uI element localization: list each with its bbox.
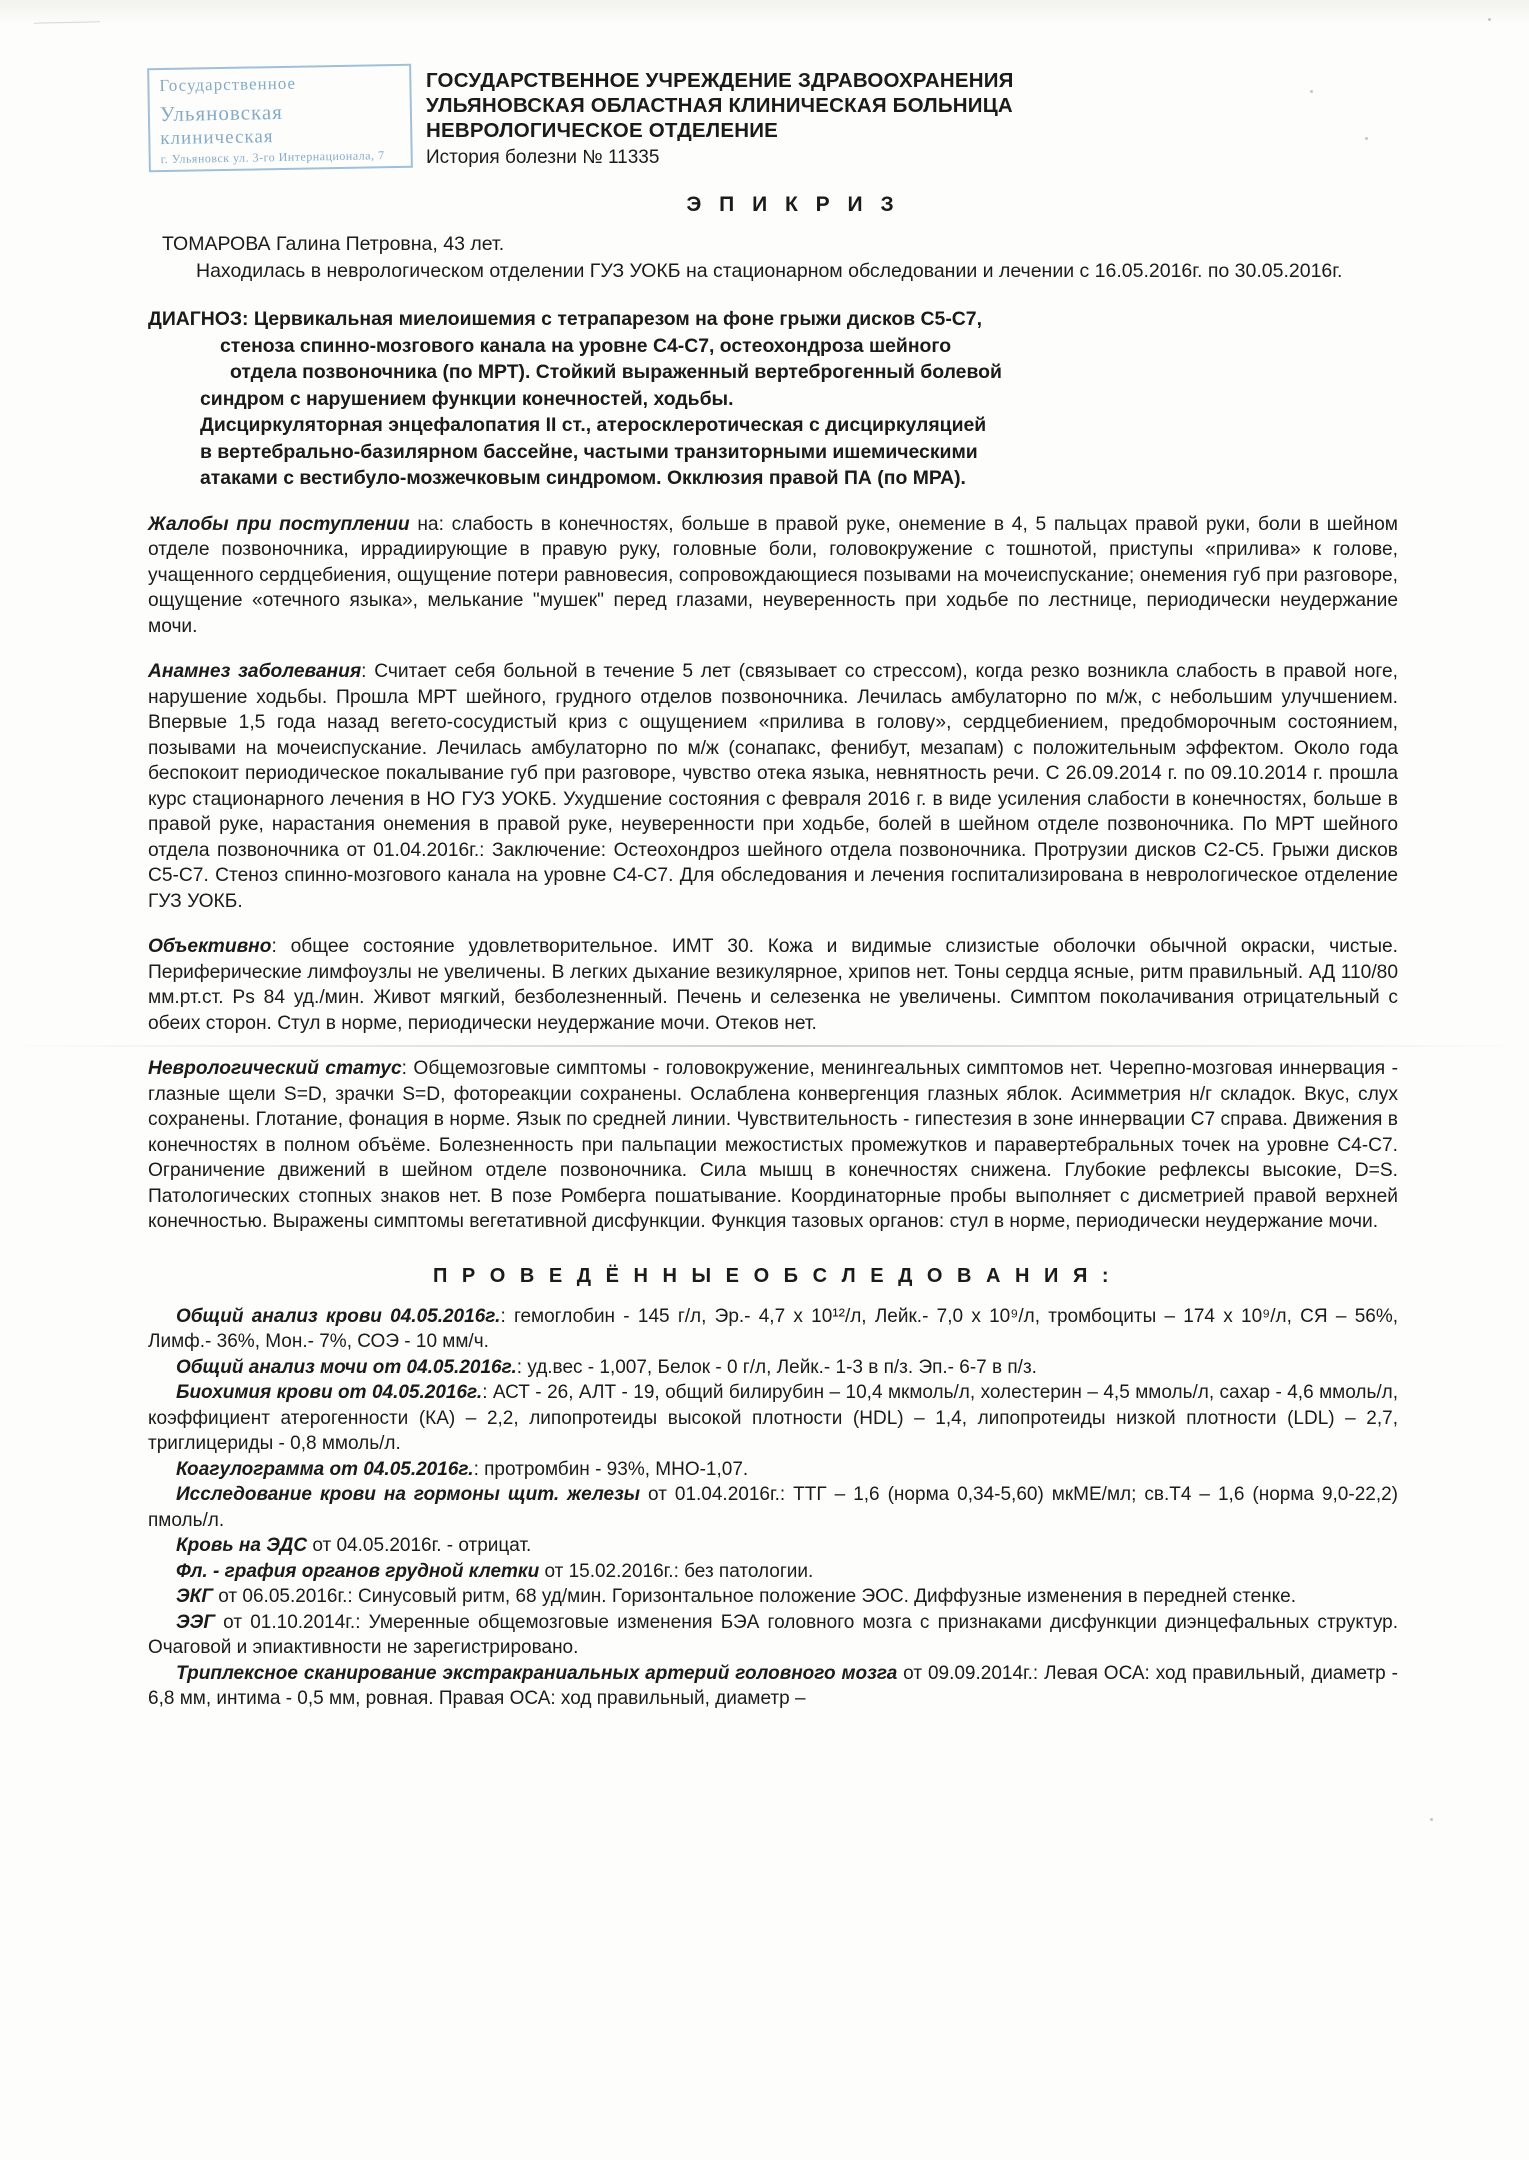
- exam-item: [148, 1482, 1398, 1533]
- exam-text: : протромбин - 93%, МНО-1,07.: [473, 1458, 749, 1480]
- case-number: История болезни № 11335: [426, 147, 660, 168]
- diagnosis-line-5: Дисциркуляторная энцефалопатия II ст., атеросклеротическая с дисциркуляцией: [200, 414, 987, 436]
- exam-title: ЭКГ: [176, 1586, 213, 1607]
- section-objective: [148, 934, 1398, 1036]
- exam-item: [148, 1457, 1398, 1483]
- diagnosis-line-7: атаками с вестибуло-мозжечковым синдромом. Окклюзия правой ПА (по МРА).: [200, 467, 966, 489]
- exam-text: от 06.05.2016г.: Синусовый ритм, 68 уд/мин. Горизонтальное положение ЭОС. Диффузные изменения в передней стенке.: [213, 1586, 1296, 1607]
- diagnosis-block: [148, 306, 1398, 492]
- institution-stamp: [147, 64, 413, 173]
- diagnosis-line-4: синдром с нарушением функции конечностей, ходьбы.: [200, 387, 734, 410]
- scan-corner-mark: [34, 21, 100, 33]
- scan-edge: [0, 0, 1529, 26]
- examinations-list: [148, 1304, 1398, 1712]
- exam-text: : АСТ - 26, АЛТ - 19, общий билирубин – 10,4 мкмоль/л, холестерин – 4,5 ммоль/л, сахар - 4,6 ммоль/л, коэффициент атерогенности (КА) – 2,2, липопротеиды высокой плотности (HDL) – 1,4, липопротеиды низкой плотности (LDL) – 2,7, триглицериды - 0,8 ммоль/л.: [148, 1382, 1398, 1454]
- exam-text: от 01.04.2016г.: ТТГ – 1,6 (норма 0,34-5,60) мкМЕ/мл; св.Т4 – 1,6 (норма 9,0-22,2) пмоль/л.: [148, 1484, 1399, 1531]
- exam-text: от 09.09.2014г.: Левая ОСА: ход правильный, диаметр - 6,8 мм, интима - 0,5 мм, ровная. Правая ОСА: ход правильный, диаметр –: [148, 1662, 1398, 1709]
- exam-title: Триплексное сканирование экстракраниальных артерий головного мозга: [176, 1662, 898, 1684]
- diagnosis-text-1: Цервикальная миелоишемия с тетрапарезом на фоне грыжи дисков С5-С7,: [253, 308, 982, 330]
- patient-stay: Находилась в неврологическом отделении ГУЗ УОКБ на стационарном обследовании и лечении с 16.05.2016г. по 30.05.2016г.: [196, 260, 1343, 282]
- diagnosis-line-2: стеноза спинно-мозгового канала на уровне С4-С7, остеохондроза шейного: [220, 334, 952, 357]
- exam-item: [148, 1559, 1398, 1585]
- exam-text: : уд.вес - 1,007, Белок - 0 г/л, Лейк.- 1-3 в п/з. Эп.- 6-7 в п/з.: [516, 1356, 1037, 1378]
- exam-title: Фл. - графия органов грудной клетки: [176, 1560, 540, 1582]
- document-title: Э П И К Р И З: [686, 193, 900, 216]
- section-title-objective: Объективно: [148, 936, 272, 957]
- section-title-neuro-status: Неврологический статус: [148, 1058, 402, 1079]
- section-title-anamnesis: Анамнез заболевания: [148, 661, 362, 682]
- exam-item: [148, 1584, 1398, 1610]
- exam-item: [148, 1661, 1398, 1712]
- section-text-objective: : общее состояние удовлетворительное. ИМТ 30. Кожа и видимые слизистые оболочки обычной окраски, чистые. Периферические лимфоузлы не увеличены. В легких дыхание везикулярное, хрипов нет. Тоны сердца ясные, ритм правильный. АД 110/80 мм.рт.ст. Ps 84 уд./мин. Живот мягкий, безболезненный. Печень и селезенка не увеличены. Симптом поколачивания отрицательный с обеих сторон. Стул в норме, периодически неудержание мочи. Отеков нет.: [148, 936, 1398, 1034]
- exam-title: Кровь на ЭДС: [176, 1535, 308, 1556]
- document-body: [148, 52, 1398, 1712]
- exam-title: ЭЭГ: [176, 1611, 215, 1633]
- stamp-line-2: Ульяновская: [159, 99, 284, 127]
- exam-text: от 01.10.2014г.: Умеренные общемозговые изменения БЭА головного мозга с признаками дисфункции диэнцефальных структур. Очаговой и эпиактивности не зарегистрировано.: [148, 1611, 1398, 1658]
- patient-name-age: ТОМАРОВА Галина Петровна, 43 лет.: [162, 233, 505, 255]
- exam-title: Коагулограмма от 04.05.2016г.: [176, 1458, 474, 1480]
- exam-item: [148, 1533, 1398, 1559]
- section-complaints: [148, 512, 1398, 640]
- scan-speck: [1430, 1818, 1433, 1821]
- exam-item: [148, 1380, 1398, 1457]
- organization-line-3: НЕВРОЛОГИЧЕСКОЕ ОТДЕЛЕНИЕ: [426, 119, 779, 142]
- document-header: [148, 52, 1398, 171]
- organization-line-2: УЛЬЯНОВСКАЯ ОБЛАСТНАЯ КЛИНИЧЕСКАЯ БОЛЬНИЦА: [426, 94, 1013, 117]
- section-neuro-status: [148, 1056, 1398, 1235]
- diagnosis-label: ДИАГНОЗ:: [148, 308, 249, 330]
- section-title-complaints: Жалобы при поступлении: [148, 513, 410, 535]
- exam-text: : гемоглобин - 145 г/л, Эр.- 4,7 х 10¹²/л, Лейк.- 7,0 х 10⁹/л, тромбоциты – 174 х 10⁹/л, СЯ – 56%, Лимф.- 36%, Мон.- 7%, СОЭ - 10 мм/ч.: [148, 1305, 1398, 1352]
- exam-title: Биохимия крови от 04.05.2016г.: [176, 1382, 483, 1403]
- diagnosis-line-6: в вертебрально-базилярном бассейне, частыми транзиторными ишемическими: [200, 440, 978, 463]
- exam-title: Общий анализ мочи от 04.05.2016г.: [176, 1356, 517, 1378]
- diagnosis-line-1: [148, 306, 1398, 333]
- exam-text: от 04.05.2016г. - отрицат.: [307, 1535, 532, 1556]
- section-text-neuro-status: : Общемозговые симптомы - головокружение, менингеальных симптомов нет. Черепно-мозговая иннервация - глазные щели S=D, зрачки S=D, фотореакции сохранены. Ослаблена конвергенция глазных яблок. Асимметрия н/г складок. Вкус, слух сохранены. Глотание, фонация в норме. Язык по средней линии. Чувствительность - гипестезия в зоне иннервации С7 справа. Движения в конечностях в полном объёме. Болезненность при пальпации межостистых промежутков и паравертебральных точек на уровне С4-С7. Ограничение движений в шейном отделе позвоночника. Сила мышц в конечностях снижена. Глубокие рефлексы высокие, D=S. Патологических стопных знаков нет. В позе Ромберга пошатывание. Координаторные пробы выполняет с дисметрией правой верхней конечностью. Выражены симптомы вегетативной дисфункции. Функция тазовых органов: стул в норме, периодически неудержание мочи.: [148, 1058, 1399, 1232]
- section-text-anamnesis: : Считает себя больной в течение 5 лет (связывает со стрессом), когда резко возникла слабость в правой ноге, нарушение ходьбы. Прошла МРТ шейного, грудного отделов позвоночника. Лечилась амбулаторно по м/ж, с небольшим улучшением. Впервые 1,5 года назад вегето-сосудистый криз с ощущением «прилива в голову», сердцебиением, предобморочным состоянием, позывами на мочеиспускание. Лечилась амбулаторно по м/ж (сонапакс, фенибут, мезапам) с положительным эффектом. Около года беспокоит периодическое покалывание губ при разговоре, чувство отека языка, невнятность речи. С 26.09.2014 г. по 09.10.2014 г. прошла курс стационарного лечения в НО ГУЗ УОКБ. Ухудшение состояния с февраля 2016 г. в виде усиления слабости в конечностях, больше в правой руке, нарастания онемения в правой руке, неуверенности при ходьбе, болей в шейном отделе позвоночника. По МРТ шейного отдела позвоночника от 01.04.2016г.: Заключение: Остеохондроз шейного отдела позвоночника. Протрузии дисков С2-С5. Грыжи дисков С5-С7. Стеноз спинно-мозгового канала на уровне С4-С7. Для обследования и лечения госпитализирована в неврологическое отделение ГУЗ УОКБ.: [148, 661, 1398, 912]
- examinations-heading: П Р О В Е Д Ё Н Н Ы Е О Б С Л Е Д О В А Н И Я :: [432, 1264, 1114, 1287]
- exam-title: Исследование крови на гормоны щит. железы: [176, 1484, 641, 1505]
- stamp-line-1: Государственное: [159, 73, 297, 96]
- exam-text: от 15.02.2016г.: без патологии.: [539, 1560, 814, 1582]
- organization-block: [426, 68, 1398, 171]
- exam-item: [148, 1304, 1398, 1355]
- exam-item: [148, 1355, 1398, 1381]
- exam-title: Общий анализ крови 04.05.2016г.: [176, 1305, 501, 1327]
- diagnosis-line-3: отдела позвоночника (по МРТ). Стойкий выраженный вертеброгенный болевой: [230, 361, 1002, 383]
- exam-item: [148, 1610, 1398, 1661]
- scan-speck: [1488, 18, 1491, 21]
- stamp-line-4: г. Ульяновск ул. 3-го Интернационала, 7: [160, 148, 385, 167]
- section-anamnesis: [148, 659, 1398, 914]
- section-text-complaints: на: слабость в конечностях, больше в правой руке, онемение в 4, 5 пальцах правой руки, боли в шейном отделе позвоночника, иррадиирующие в правую руку, головные боли, головокружение с тошнотой, приступы «прилива» к голове, учащенного сердцебиения, ощущение потери равновесия, сопровождающиеся позывами на мочеиспускание; онемения губ при разговоре, ощущение «отечного языка», мелькание "мушек" перед глазами, неуверенность при ходьбе по лестнице, периодически неудержание мочи.: [148, 513, 1398, 637]
- stamp-line-3: клиническая: [160, 126, 274, 150]
- organization-line-1: ГОСУДАРСТВЕННОЕ УЧРЕЖДЕНИЕ ЗДРАВООХРАНЕНИЯ: [426, 69, 1014, 92]
